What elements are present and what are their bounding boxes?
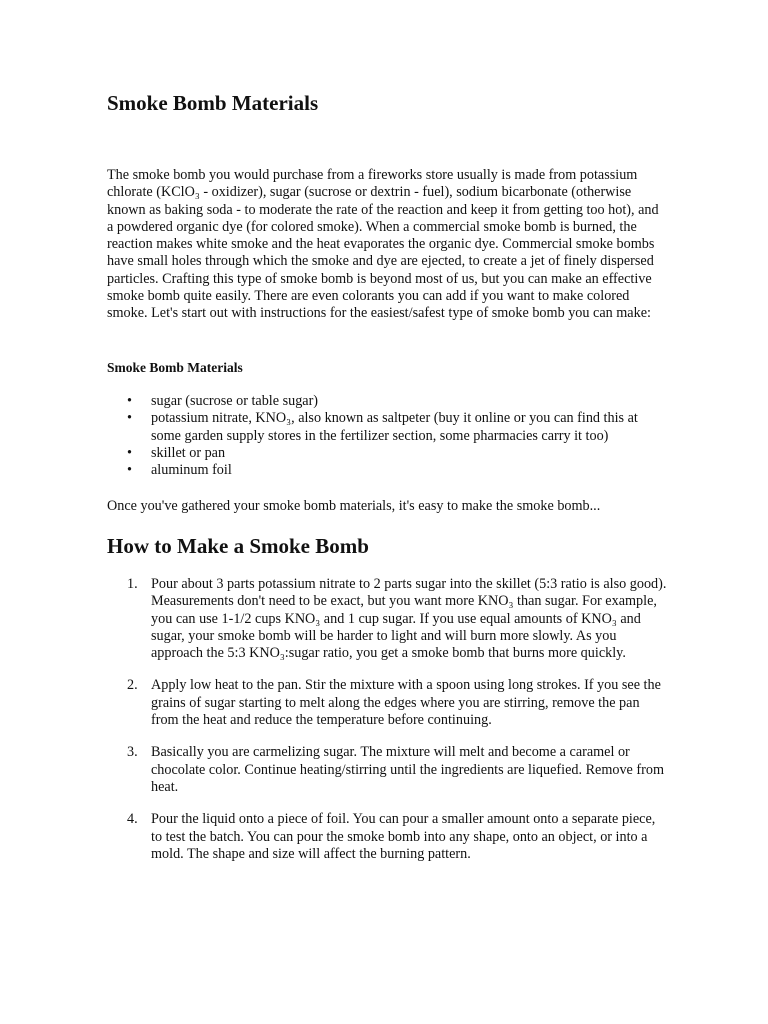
materials-list [107,393,667,479]
intro-paragraph: The smoke bomb you would purchase from a fireworks store usually is made from potassium chlorate (KClO₃ - oxidizer), sugar (sucrose or dextrin - fuel), sodium bicarbonate (otherwise known as baking soda - to moderate the rate of the reaction and keep it from getting too hot), and a powdered organic dye (for colored smoke). When a commercial smoke bomb is burned, the reaction makes white smoke and the heat evaporates the organic dye. Commercial smoke bombs have small holes through which the smoke and dye are ejected, to create a jet of finely dispersed particles. Crafting this type of smoke bomb is beyond most of us, but you can make an effective smoke bomb quite easily. There are even colorants you can add if you want to make colored smoke. Let's start out with instructions for the easiest/safest type of smoke bomb you can make: [107,167,659,322]
step-number: 3. [127,744,138,761]
step-text: Basically you are carmelizing sugar. The mixture will melt and become a caramel or chocolate color. Continue heating/stirring until the ingredients are liquefied. Remove from heat. [151,744,664,795]
steps-list [107,576,667,878]
list-item [107,393,667,410]
list-item [107,462,667,479]
step-item [107,677,667,729]
page-title: Smoke Bomb Materials [107,91,319,115]
step-text: Apply low heat to the pan. Stir the mixture with a spoon using long strokes. If you see the grains of sugar starting to melt along the edges where you are stirring, remove the pan from the heat and reduce the temperature before continuing. [151,677,661,729]
step-item [107,744,667,796]
step-text: Pour the liquid onto a piece of foil. You can pour a smaller amount onto a separate piece, to test the batch. You can pour the smoke bomb into any shape, onto an object, or into a mold. The shape and size will affect the burning pattern. [151,811,656,862]
step-number: 2. [127,677,138,694]
list-item [107,410,667,445]
step-text: Pour about 3 parts potassium nitrate to 2 parts sugar into the skillet (5:3 ratio is also good). Measurements don't need to be exact, but you want more KNO₃ than sugar. For example, you can use 1-1/2 cups KNO₃ and 1 cup sugar. If you use equal amounts of KNO₃ and sugar, your smoke bomb will be harder to light and will burn more slowly. As you approach the 5:3 KNO₃:sugar ratio, you get a smoke bomb that burns more quickly. [151,576,667,662]
list-item-text: aluminum foil [151,462,232,479]
bullet-icon: • [127,462,132,479]
bullet-icon: • [127,410,132,427]
materials-heading: Smoke Bomb Materials [107,360,243,375]
step-item [107,576,667,662]
list-item [107,445,667,462]
step-number: 4. [127,811,138,828]
howto-heading: How to Make a Smoke Bomb [107,534,369,558]
step-item [107,811,667,863]
list-item-text: potassium nitrate, KNO₃, also known as saltpeter (buy it online or you can find this at some garden supply stores in the fertilizer section, some pharmacies carry it too) [151,410,638,444]
bullet-icon: • [127,444,132,461]
step-number: 1. [127,576,138,592]
list-item-text: skillet or pan [151,444,226,461]
bullet-icon: • [127,393,132,409]
list-item-text: sugar (sucrose or table sugar) [151,393,319,409]
outro-paragraph: Once you've gathered your smoke bomb materials, it's easy to make the smoke bomb... [107,498,601,514]
